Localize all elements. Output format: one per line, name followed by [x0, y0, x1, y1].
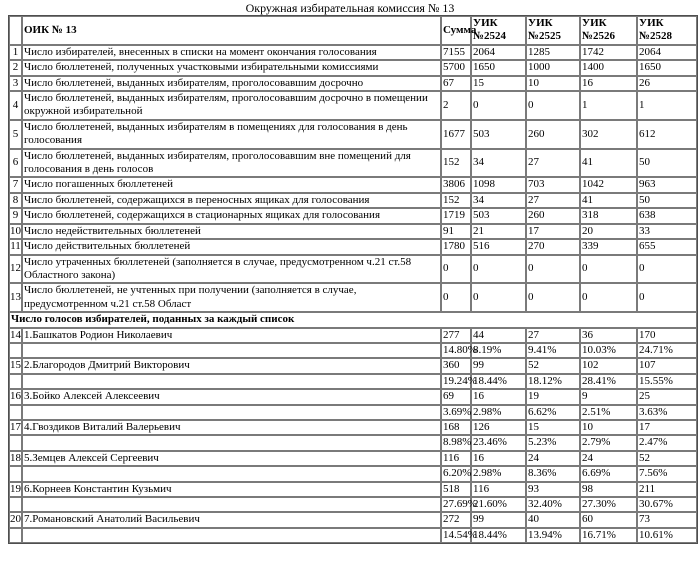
candidate-name-cell: 2.Благородов Дмитрий Викторович [22, 358, 441, 373]
percent-cell: 8.36% [526, 466, 580, 481]
votes-cell: 99 [471, 358, 526, 373]
percent-cell: 14.80% [441, 343, 471, 358]
row-label-cell: Число бюллетеней, выданных избирателям в помещениях для голосования в день голосования [22, 120, 441, 149]
section-header-row [9, 312, 697, 327]
percent-cell: 14.54% [441, 528, 471, 543]
value-cell: 0 [526, 255, 580, 284]
row-number-cell: 2 [9, 60, 22, 75]
votes-cell: 116 [471, 482, 526, 497]
row-number-cell: 20 [9, 512, 22, 527]
value-cell: 17 [526, 224, 580, 239]
candidate-name-cell-empty [22, 405, 441, 420]
value-cell: 10 [526, 76, 580, 91]
page-title: Окружная избирательная комиссия № 13 [245, 1, 455, 15]
stat-row [9, 208, 697, 223]
candidate-name-cell: 4.Гвоздиков Виталий Валерьевич [22, 420, 441, 435]
row-number-cell: 10 [9, 224, 22, 239]
percent-cell: 30.67% [637, 497, 697, 512]
percent-cell: 18.44% [471, 374, 526, 389]
row-number-cell: 1 [9, 45, 22, 60]
row-number-cell: 12 [9, 255, 22, 284]
value-cell: 15 [471, 76, 526, 91]
value-cell: 0 [580, 255, 637, 284]
row-number-cell: 8 [9, 193, 22, 208]
percent-cell: 6.62% [526, 405, 580, 420]
row-number-cell-empty [9, 528, 22, 543]
value-cell: 1 [580, 91, 637, 120]
stat-row [9, 283, 697, 312]
value-cell: 1098 [471, 177, 526, 192]
commission-table-body [9, 16, 697, 543]
value-cell: 0 [637, 283, 697, 312]
percent-cell: 23.46% [471, 435, 526, 450]
value-cell: 516 [471, 239, 526, 254]
value-cell: 1000 [526, 60, 580, 75]
votes-cell: 116 [441, 451, 471, 466]
percent-cell: 15.55% [637, 374, 697, 389]
row-number-cell: 3 [9, 76, 22, 91]
percent-cell: 8.98% [441, 435, 471, 450]
candidate-row [9, 358, 697, 373]
percent-cell: 13.94% [526, 528, 580, 543]
value-cell: 0 [471, 91, 526, 120]
value-cell: 1650 [471, 60, 526, 75]
votes-cell: 52 [526, 358, 580, 373]
row-label-cell: Число бюллетеней, выданных избирателям, проголосовавшим досрочно [22, 76, 441, 91]
votes-cell: 44 [471, 328, 526, 343]
votes-cell: 518 [441, 482, 471, 497]
row-label-cell: Число бюллетеней, не учтенных при получении (заполняется в случае, предусмотренном ч.21 ст.58 Област [22, 283, 441, 312]
value-cell: 34 [471, 193, 526, 208]
stat-row [9, 224, 697, 239]
stat-row [9, 91, 697, 120]
value-cell: 50 [637, 193, 697, 208]
votes-cell: 272 [441, 512, 471, 527]
value-cell: 1677 [441, 120, 471, 149]
value-cell: 260 [526, 208, 580, 223]
stat-row [9, 255, 697, 284]
candidate-name-cell-empty [22, 374, 441, 389]
value-cell: 0 [526, 91, 580, 120]
candidate-percent-row [9, 466, 697, 481]
value-cell: 318 [580, 208, 637, 223]
candidate-row [9, 420, 697, 435]
candidate-percent-row [9, 374, 697, 389]
value-cell: 0 [526, 283, 580, 312]
votes-cell: 19 [526, 389, 580, 404]
percent-cell: 27.69% [441, 497, 471, 512]
row-number-cell: 7 [9, 177, 22, 192]
row-label-cell: Число избирателей, внесенных в списки на момент окончания голосования [22, 45, 441, 60]
percent-cell: 6.20% [441, 466, 471, 481]
row-number-cell: 17 [9, 420, 22, 435]
percent-cell: 2.98% [471, 405, 526, 420]
row-number-cell: 16 [9, 389, 22, 404]
candidate-row [9, 389, 697, 404]
votes-cell: 24 [580, 451, 637, 466]
votes-cell: 98 [580, 482, 637, 497]
candidate-row [9, 482, 697, 497]
votes-cell: 10 [580, 420, 637, 435]
stat-row [9, 60, 697, 75]
votes-cell: 25 [637, 389, 697, 404]
value-cell: 1719 [441, 208, 471, 223]
value-cell: 0 [441, 283, 471, 312]
votes-cell: 126 [471, 420, 526, 435]
value-cell: 67 [441, 76, 471, 91]
row-label-cell: Число недействительных бюллетеней [22, 224, 441, 239]
percent-cell: 2.51% [580, 405, 637, 420]
row-number-cell-empty [9, 343, 22, 358]
value-cell: 21 [471, 224, 526, 239]
stat-row [9, 193, 697, 208]
votes-cell: 168 [441, 420, 471, 435]
table-header-row [9, 16, 697, 45]
value-cell: 2 [441, 91, 471, 120]
value-cell: 655 [637, 239, 697, 254]
stat-row [9, 45, 697, 60]
percent-cell: 16.71% [580, 528, 637, 543]
votes-cell: 99 [471, 512, 526, 527]
row-label-cell: Число бюллетеней, содержащихся в стационарных ящиках для голосования [22, 208, 441, 223]
row-number-cell-empty [9, 497, 22, 512]
section-header-label: Число голосов избирателей, поданных за каждый список [9, 312, 697, 327]
value-cell: 20 [580, 224, 637, 239]
percent-cell: 5.23% [526, 435, 580, 450]
percent-cell: 18.12% [526, 374, 580, 389]
row-number-cell: 14 [9, 328, 22, 343]
percent-cell: 10.03% [580, 343, 637, 358]
value-cell: 1285 [526, 45, 580, 60]
row-number-cell: 18 [9, 451, 22, 466]
candidate-row [9, 328, 697, 343]
row-label-cell: Число погашенных бюллетеней [22, 177, 441, 192]
row-number-cell: 4 [9, 91, 22, 120]
row-label-cell: Число бюллетеней, содержащихся в переносных ящиках для голосования [22, 193, 441, 208]
value-cell: 2064 [637, 45, 697, 60]
value-cell: 0 [441, 255, 471, 284]
row-number-cell: 13 [9, 283, 22, 312]
candidate-name-cell: 5.Земцев Алексей Сергеевич [22, 451, 441, 466]
value-cell: 41 [580, 149, 637, 178]
votes-cell: 69 [441, 389, 471, 404]
value-cell: 27 [526, 193, 580, 208]
row-number-cell: 6 [9, 149, 22, 178]
value-cell: 302 [580, 120, 637, 149]
percent-cell: 2.47% [637, 435, 697, 450]
header-corner-cell [9, 16, 22, 45]
value-cell: 91 [441, 224, 471, 239]
header-col-0: Сумма [441, 16, 471, 45]
candidate-row [9, 451, 697, 466]
candidate-percent-row [9, 435, 697, 450]
row-number-cell: 11 [9, 239, 22, 254]
candidate-name-cell-empty [22, 528, 441, 543]
stat-row [9, 76, 697, 91]
votes-cell: 27 [526, 328, 580, 343]
value-cell: 339 [580, 239, 637, 254]
row-number-cell: 19 [9, 482, 22, 497]
votes-cell: 52 [637, 451, 697, 466]
value-cell: 152 [441, 193, 471, 208]
votes-cell: 73 [637, 512, 697, 527]
percent-cell: 10.61% [637, 528, 697, 543]
value-cell: 503 [471, 120, 526, 149]
value-cell: 50 [637, 149, 697, 178]
value-cell: 2064 [471, 45, 526, 60]
row-number-cell-empty [9, 405, 22, 420]
stat-row [9, 149, 697, 178]
stat-row [9, 239, 697, 254]
percent-cell: 24.71% [637, 343, 697, 358]
header-col-2: УИК №2525 [526, 16, 580, 45]
row-number-cell: 15 [9, 358, 22, 373]
row-label-cell: Число бюллетеней, выданных избирателям, проголосовавшим вне помещений для голосования в день голосов [22, 149, 441, 178]
percent-cell: 9.41% [526, 343, 580, 358]
row-number-cell-empty [9, 466, 22, 481]
percent-cell: 19.24% [441, 374, 471, 389]
votes-cell: 211 [637, 482, 697, 497]
value-cell: 5700 [441, 60, 471, 75]
candidate-name-cell: 7.Романовский Анатолий Васильевич [22, 512, 441, 527]
votes-cell: 15 [526, 420, 580, 435]
value-cell: 33 [637, 224, 697, 239]
candidate-percent-row [9, 405, 697, 420]
stat-row [9, 177, 697, 192]
candidate-name-cell: 6.Корнеев Константин Кузьмич [22, 482, 441, 497]
value-cell: 0 [580, 283, 637, 312]
percent-cell: 32.40% [526, 497, 580, 512]
candidate-percent-row [9, 343, 697, 358]
candidate-percent-row [9, 528, 697, 543]
value-cell: 152 [441, 149, 471, 178]
value-cell: 3806 [441, 177, 471, 192]
value-cell: 0 [471, 255, 526, 284]
candidate-name-cell: 3.Бойко Алексей Алексеевич [22, 389, 441, 404]
percent-cell: 2.98% [471, 466, 526, 481]
percent-cell: 18.44% [471, 528, 526, 543]
candidate-percent-row [9, 497, 697, 512]
value-cell: 34 [471, 149, 526, 178]
votes-cell: 16 [471, 451, 526, 466]
commission-results-table [8, 15, 698, 544]
votes-cell: 16 [471, 389, 526, 404]
row-label-cell: Число действительных бюллетеней [22, 239, 441, 254]
value-cell: 1650 [637, 60, 697, 75]
value-cell: 1400 [580, 60, 637, 75]
percent-cell: 6.69% [580, 466, 637, 481]
row-label-cell: Число утраченных бюллетеней (заполняется в случае, предусмотренном ч.21 ст.58 Областного закона) [22, 255, 441, 284]
votes-cell: 36 [580, 328, 637, 343]
row-label-cell: Число бюллетеней, полученных участковыми избирательными комиссиями [22, 60, 441, 75]
row-number-cell-empty [9, 374, 22, 389]
value-cell: 612 [637, 120, 697, 149]
candidate-row [9, 512, 697, 527]
header-commission-name: ОИК № 13 [22, 16, 441, 45]
percent-cell: 8.19% [471, 343, 526, 358]
header-col-3: УИК №2526 [580, 16, 637, 45]
candidate-name-cell-empty [22, 497, 441, 512]
votes-cell: 360 [441, 358, 471, 373]
row-number-cell-empty [9, 435, 22, 450]
candidate-name-cell: 1.Башкатов Родион Николаевич [22, 328, 441, 343]
value-cell: 41 [580, 193, 637, 208]
percent-cell: 21.60% [471, 497, 526, 512]
candidate-name-cell-empty [22, 466, 441, 481]
value-cell: 1780 [441, 239, 471, 254]
value-cell: 1042 [580, 177, 637, 192]
value-cell: 963 [637, 177, 697, 192]
value-cell: 503 [471, 208, 526, 223]
candidate-name-cell-empty [22, 343, 441, 358]
percent-cell: 3.63% [637, 405, 697, 420]
value-cell: 260 [526, 120, 580, 149]
votes-cell: 170 [637, 328, 697, 343]
value-cell: 26 [637, 76, 697, 91]
value-cell: 16 [580, 76, 637, 91]
value-cell: 0 [637, 255, 697, 284]
row-label-cell: Число бюллетеней, выданных избирателям, проголосовавшим досрочно в помещении окружной избирательной [22, 91, 441, 120]
value-cell: 1742 [580, 45, 637, 60]
row-number-cell: 5 [9, 120, 22, 149]
votes-cell: 40 [526, 512, 580, 527]
value-cell: 638 [637, 208, 697, 223]
votes-cell: 9 [580, 389, 637, 404]
row-number-cell: 9 [9, 208, 22, 223]
percent-cell: 28.41% [580, 374, 637, 389]
stat-row [9, 120, 697, 149]
header-col-4: УИК №2528 [637, 16, 697, 45]
votes-cell: 277 [441, 328, 471, 343]
value-cell: 270 [526, 239, 580, 254]
votes-cell: 17 [637, 420, 697, 435]
votes-cell: 107 [637, 358, 697, 373]
percent-cell: 3.69% [441, 405, 471, 420]
votes-cell: 102 [580, 358, 637, 373]
percent-cell: 7.56% [637, 466, 697, 481]
percent-cell: 2.79% [580, 435, 637, 450]
value-cell: 1 [637, 91, 697, 120]
value-cell: 27 [526, 149, 580, 178]
votes-cell: 24 [526, 451, 580, 466]
percent-cell: 27.30% [580, 497, 637, 512]
votes-cell: 93 [526, 482, 580, 497]
votes-cell: 60 [580, 512, 637, 527]
value-cell: 7155 [441, 45, 471, 60]
value-cell: 703 [526, 177, 580, 192]
value-cell: 0 [471, 283, 526, 312]
header-col-1: УИК №2524 [471, 16, 526, 45]
candidate-name-cell-empty [22, 435, 441, 450]
